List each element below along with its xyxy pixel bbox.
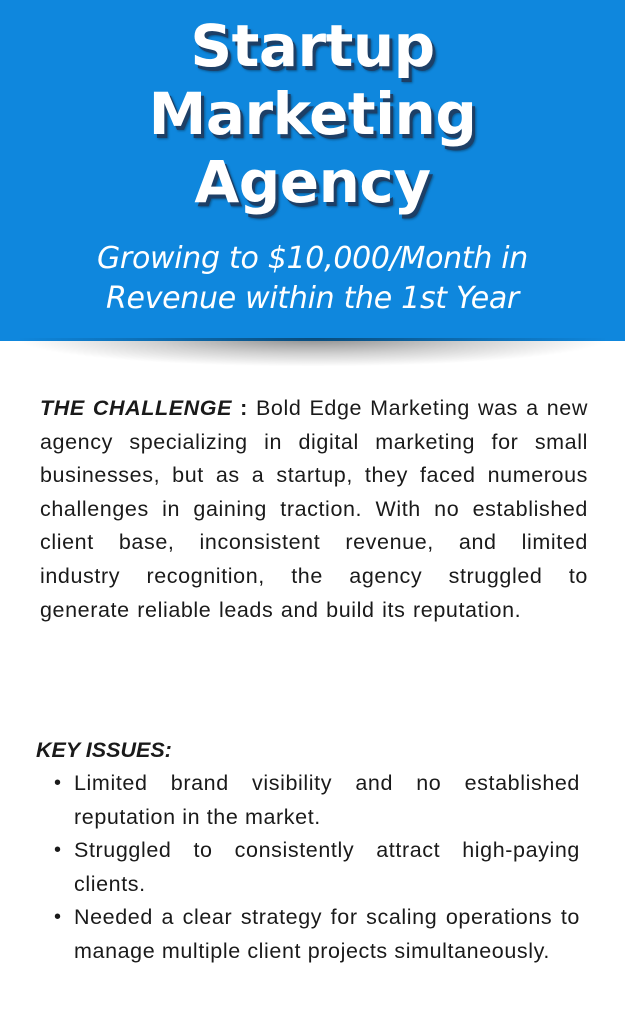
challenge-text: Bold Edge Marketing was a new agency specializing in digital marketing for small businesses, but as a startup, they faced numerous challenges in gaining traction. With no established client base, inconsistent revenue, and limited industry recognition, the agency struggled to generate reliable leads and build its reputation.: [40, 396, 588, 622]
bullet-icon: •: [54, 839, 62, 862]
header-banner: [0, 0, 625, 341]
key-issue-text: Needed a clear strategy for scaling operations to manage multiple client projects simultaneously.: [74, 905, 580, 963]
key-issue-item: [52, 767, 580, 834]
key-issue-item: [52, 834, 580, 901]
bullet-icon: •: [54, 772, 62, 794]
key-issue-item: [52, 901, 580, 968]
subtitle-line-1: Growing to $10,000/Month in: [96, 241, 529, 276]
key-issue-text: Struggled to consistently attract high-paying clients.: [74, 838, 580, 896]
subtitle-line-2: Revenue within the 1st Year: [106, 281, 519, 316]
title-line-3: Agency: [194, 148, 431, 216]
header-shadow: [20, 338, 605, 366]
key-issues-list: [52, 767, 580, 969]
title-line-2: Marketing: [148, 80, 477, 148]
key-issues-heading: KEY ISSUES:: [36, 738, 172, 762]
bullet-icon: •: [54, 906, 62, 929]
challenge-label: THE CHALLENGE: [40, 396, 233, 420]
challenge-separator: :: [232, 396, 256, 420]
key-issue-text: Limited brand visibility and no established reputation in the market.: [74, 771, 580, 829]
challenge-paragraph: [40, 392, 588, 627]
title-line-1: Startup: [190, 12, 435, 80]
